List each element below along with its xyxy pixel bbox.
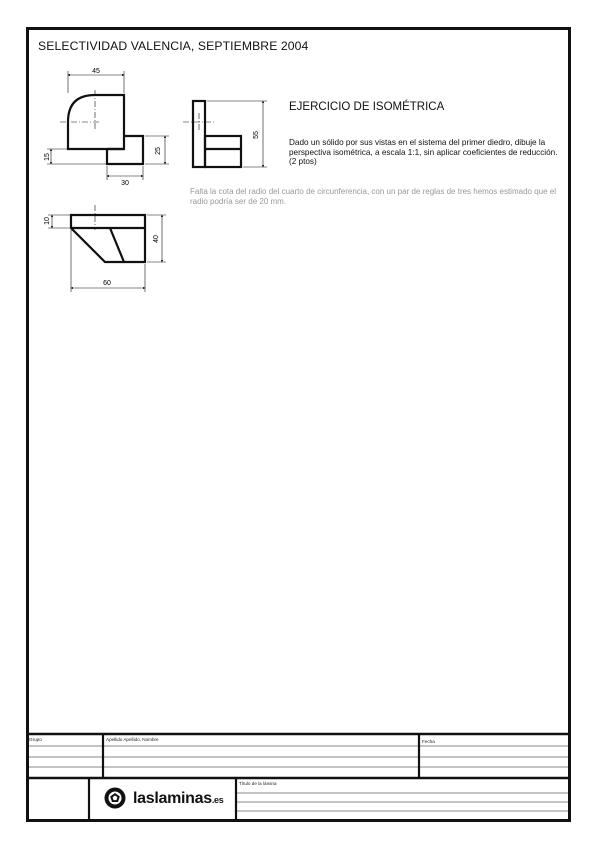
brand-name-text: laslaminas <box>133 790 212 807</box>
title-block <box>27 734 571 821</box>
page-title: SELECTIVIDAD VALENCIA, SEPTIEMBRE 2004 <box>38 39 309 53</box>
name-field-label: Apellido Apellido, Nombre <box>106 737 159 742</box>
dim-base-width: 30 <box>121 180 129 187</box>
dim-plan-depth: 40 <box>153 235 160 243</box>
dim-height-right: 25 <box>155 147 162 155</box>
dim-height-left: 15 <box>44 153 51 161</box>
dim-plan-width: 60 <box>103 280 111 287</box>
dim-plan-thickness: 10 <box>44 217 51 225</box>
group-field-label: Grupo <box>29 737 42 742</box>
exercise-statement: Dado un sólido por sus vistas en el sistema del primer diedro, dibuje la perspectiva isométrica, a escala 1:1, sin aplicar coeficientes de reducción. (2 ptos) <box>289 138 558 167</box>
brand-name <box>133 790 223 808</box>
side-view <box>183 101 241 167</box>
brand-logo-icon <box>105 788 126 809</box>
front-view <box>60 90 143 164</box>
dim-width-top: 45 <box>92 68 100 75</box>
sheet-title-field-label: Título de la lámina <box>239 781 277 786</box>
plan-view <box>71 205 145 262</box>
exercise-title: EJERCICIO DE ISOMÉTRICA <box>289 101 445 113</box>
exercise-note: Falta la cota del radio del cuarto de circunferencia, con un par de reglas de tres hemos estimado que el radio podría ser de 20 mm. <box>190 187 556 206</box>
date-field-label: Fecha <box>422 739 435 744</box>
brand-suffix: .es <box>211 795 224 805</box>
dim-side-height: 55 <box>253 131 260 139</box>
